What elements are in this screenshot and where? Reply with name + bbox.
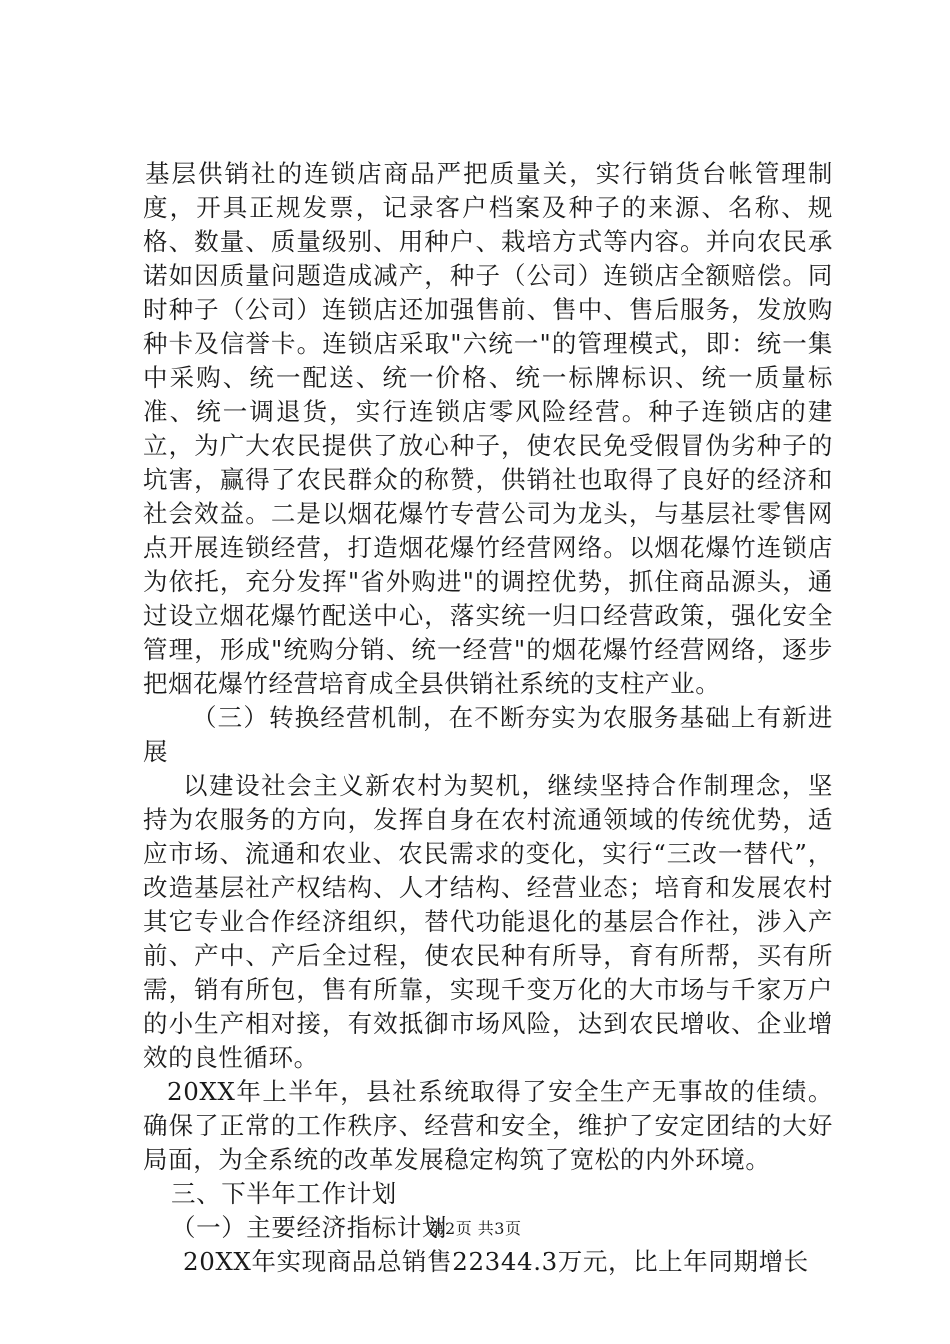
paragraph-chain-store-management: 基层供销社的连锁店商品严把质量关，实行销货台帐管理制度，开具正规发票，记录客户档案及种子的来源、名称、规格、数量、质量级别、用种户、栽培方式等内容。并向农民承诺如因质量问题造成减产，种子（公司）连锁店全额赔偿。同时种子（公司）连锁店还加强售前、售中、售后服务，发放购种卡及信誉卡。连锁店采取"六统一"的管理模式，即：统一集中采购、统一配送、统一价格、统一标牌标识、统一质量标准、统一调退货，实行连锁店零风险经营。种子连锁店的建立，为广大农民提供了放心种子，使农民免受假冒伪劣种子的坑害，赢得了农民群众的称赞，供销社也取得了良好的经济和社会效益。二是以烟花爆竹专营公司为龙头，与基层社零售网点开展连锁经营，打造烟花爆竹经营网络。以烟花爆竹连锁店为依托，充分发挥"省外购进"的调控优势，抓住商品源头，通过设立烟花爆竹配送中心，落实统一归口经营政策，强化安全管理，形成"统购分销、统一经营"的烟花爆竹经营网络，逐步把烟花爆竹经营培育成全县供销社系统的支柱产业。 — [143, 159, 833, 698]
section-heading-second-half-plan: 三、下半年工作计划 — [171, 1179, 397, 1208]
paragraph-sales-target: 20XX年实现商品总销售22344.3万元，比上年同期增长 — [183, 1247, 809, 1276]
document-body — [143, 157, 833, 1279]
page-footer: 第2页 共3页 — [428, 1219, 522, 1238]
section-heading-operating-mechanism: （三）转换经营机制，在不断夯实为农服务基础上有新进展 — [143, 703, 833, 766]
paragraph-new-countryside: 以建设社会主义新农村为契机，继续坚持合作制理念，坚持为农服务的方向，发挥自身在农村流通领域的传统优势，适应市场、流通和农业、农民需求的变化，实行“三改一替代”，改造基层社产权结构、人才结构、经营业态；培育和发展农村其它专业合作经济组织，替代功能退化的基层合作社，涉入产前、产中、产后全过程，使农民种有所导，育有所帮，买有所需，销有所包，售有所靠，实现千变万化的大市场与千家万户的小生产相对接，有效抵御市场风险，达到农民增收、企业增效的良性循环。 — [143, 771, 833, 1072]
paragraph-safety-production: 20XX年上半年，县社系统取得了安全生产无事故的佳绩。确保了正常的工作秩序、经营和安全，维护了安定团结的大好局面，为全系统的改革发展稳定构筑了宽松的内外环境。 — [143, 1077, 833, 1174]
subsection-heading-economic-targets: （一）主要经济指标计划 — [171, 1213, 448, 1242]
